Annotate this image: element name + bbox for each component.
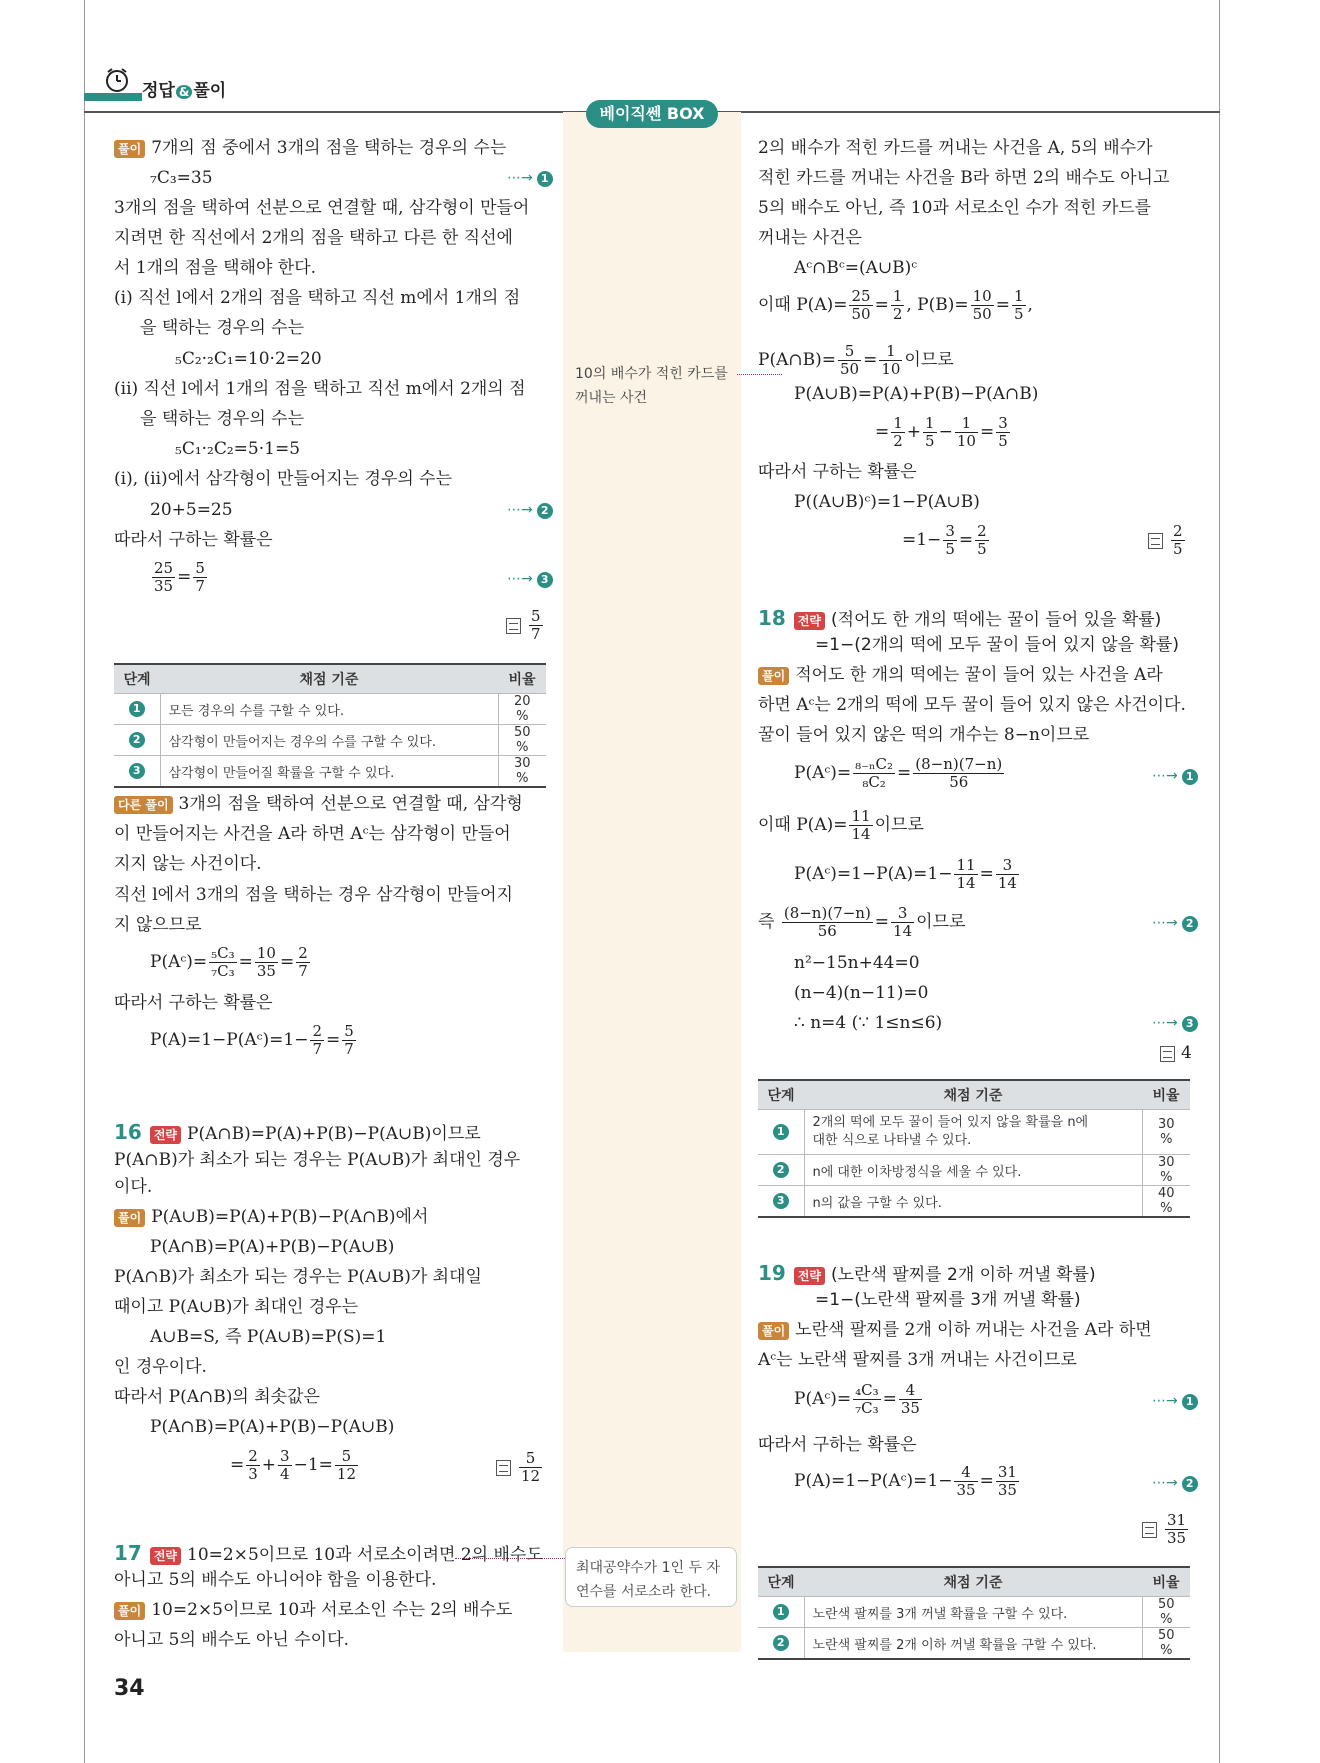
q16-line11: P(A∩B)=P(A)+P(B)−P(A∪B) [150,1417,395,1437]
q18-line3: 풀이 적어도 한 개의 떡에는 꿀이 들어 있는 사건을 A라 [758,664,1163,686]
answer-q18: 4 [1160,1043,1192,1063]
q17c-line8: P((A∪B)ᶜ)=1−P(A∪B) [794,492,980,512]
table-row: 1 2개의 떡에 모두 꿀이 들어 있지 않을 확률을 n에 대한 식으로 나타낼 수 있다. 30 % [758,1110,1190,1155]
q17c-line4: 꺼내는 사건은 [758,228,862,248]
table-row: 1 모든 경우의 수를 구할 수 있다. 20 % [114,694,546,725]
table-row: 2 노란색 팔찌를 2개 이하 꺼낼 확률을 구할 수 있다. 50 % [758,1628,1190,1660]
q17-line3: 풀이 10=2×5이므로 10과 서로소인 수는 2의 배수도 [114,1599,512,1621]
problem-number-19: 19 [758,1261,786,1285]
q17c-eq3: = $\frac{1}{2}$ + $\frac{1}{5}$ − $\frac{1}{10}$ = $\frac{3}{5}$ [875,414,1008,450]
grading-table-q15: 단계 채점 기준 비율 1 모든 경우의 수를 구할 수 있다. 20 % 2 삼각형이 만들어지는 경우의 수를 구할 수 있다. 50 % 3 삼각형이 만들어질 확률을 구할 수 있다. 30 % [114,663,546,788]
q17c-line1: 2의 배수가 적힌 카드를 꺼내는 사건을 A, 5의 배수가 [758,138,1153,158]
page-number: 34 [114,1676,145,1701]
table-row: 2 삼각형이 만들어지는 경우의 수를 구할 수 있다. 50 % [114,725,546,756]
step-marker-1: ⋯→ 1 [1152,768,1198,785]
q18-eq2: 이때 P(A)= $\frac{11}{14}$ 이므로 [758,807,924,843]
answer-q15: $\frac{5}{7}$ [506,608,545,643]
q17c-line7: 따라서 구하는 확률은 [758,462,917,482]
q18-line8: ∴ n=4 (∵ 1≤n≤6) [794,1013,943,1033]
p1-line13: 20+5=25 [150,500,233,520]
p1-result-eq: $\frac{25}{35}$ = $\frac{5}{7}$ [154,559,205,595]
solution-label: 풀이 [114,140,145,158]
side-note-multiple-of-10: 10의 배수가 적힌 카드를 꺼내는 사건 [575,366,728,406]
alt-eq1: P(Aᶜ)= $\frac{\text{₅C₃}}{\text{₇C₃}}$ = $\frac{10}{35}$ = $\frac{2}{7}$ [150,944,308,980]
answer-icon [1160,1046,1175,1062]
basic-box-column [563,112,741,1652]
answer-icon [1148,533,1163,549]
q19-line5: 따라서 구하는 확률은 [758,1435,917,1455]
answer-q17: $\frac{2}{5}$ [1148,523,1187,558]
q16-line10: 따라서 P(A∩B)의 최솟값은 [114,1387,320,1407]
q19-line2: =1−(노란색 팔찌를 3개 꺼낼 확률) [815,1290,1081,1310]
q16-line2: P(A∩B)가 최소가 되는 경우는 P(A∪B)가 최대인 경우 [114,1150,521,1170]
alt-line6: 따라서 구하는 확률은 [114,993,273,1013]
p1-line5: 서 1개의 점을 택해야 한다. [114,258,317,278]
q18-line6: n²−15n+44=0 [794,953,920,973]
p1-line11: ₅C₁·₂C₂=5·1=5 [175,439,301,459]
q16-line3: 이다. [114,1177,153,1197]
q18-line5: 꿀이 들어 있지 않은 떡의 개수는 8−n이므로 [758,725,1090,745]
q17-line4: 아니고 5의 배수도 아닌 수이다. [114,1630,349,1650]
p1-line12: (i), (ii)에서 삼각형이 만들어지는 경우의 수는 [114,469,453,489]
p1-line1: 풀이 7개의 점 중에서 3개의 점을 택하는 경우의 수는 [114,137,506,159]
alt-line4: 직선 l에서 3개의 점을 택하는 경우 삼각형이 만들어지 [114,885,513,905]
p1-line14: 따라서 구하는 확률은 [114,530,273,550]
step-marker-3: ⋯→ 3 [1152,1015,1198,1032]
q17-line1: 17 전략 10=2×5이므로 10과 서로소이려면 2의 배수도 [114,1541,543,1565]
q17c-line3: 5의 배수도 아닌, 즉 10과 서로소인 수가 적힌 카드를 [758,198,1152,218]
q19-eq1: P(Aᶜ)= $\frac{\text{₄C₃}}{\text{₇C₃}}$ = $\frac{4}{35}$ [794,1381,920,1417]
q19-line4: Aᶜ는 노란색 팔찌를 3개 꺼내는 사건이므로 [758,1350,1077,1370]
step-marker-2: ⋯→ 2 [1152,915,1198,932]
q18-line1: 18 전략 (적어도 한 개의 떡에는 꿀이 들어 있을 확률) [758,606,1162,630]
problem-number-16: 16 [114,1120,142,1144]
grading-table-q18: 단계 채점 기준 비율 1 2개의 떡에 모두 꿀이 들어 있지 않을 확률을 n에 대한 식으로 나타낼 수 있다. 30 % 2 n에 대한 이차방정식을 세울 수 있다. 30 % 3 n의 값을 구할 수 있다. 40 % [758,1079,1190,1218]
q16-line5: P(A∩B)=P(A)+P(B)−P(A∪B) [150,1237,395,1257]
q18-line4: 하면 Aᶜ는 2개의 떡에 모두 꿀이 들어 있지 않은 사건이다. [758,695,1186,715]
q17-line2: 아니고 5의 배수도 아니어야 함을 이용한다. [114,1570,437,1590]
p1-line7: 을 택하는 경우의 수는 [140,318,305,338]
header-title: 정답 & 풀이 [142,81,227,101]
answer-icon [1142,1522,1157,1538]
answer-icon [506,618,521,634]
q18-line7: (n−4)(n−11)=0 [794,983,929,1003]
solution-label: 풀이 [758,1322,789,1340]
p1-line3: 3개의 점을 택하여 선분으로 연결할 때, 삼각형이 만들어 [114,198,530,218]
alt-line1: 다른 풀이 3개의 점을 택하여 선분으로 연결할 때, 삼각형 [114,793,523,815]
q18-eq1: P(Aᶜ)= $\frac{\text{₈₋ₙC₂}}{\text{₈C₂}}$ = $\frac{(8-n)(7-n)}{56}$ [794,755,1003,791]
solution-label: 풀이 [114,1602,145,1620]
basic-box-tab: 베이직쎈 BOX [586,100,718,128]
answer-q19: $\frac{31}{35}$ [1142,1512,1190,1547]
step-marker-1: ⋯→ 1 [1152,1393,1198,1410]
q18-eq3: P(Aᶜ)=1−P(A)=1− $\frac{11}{14}$ = $\frac{3}{14}$ [794,856,1017,892]
strategy-label: 전략 [794,1267,825,1285]
problem-number-17: 17 [114,1541,142,1565]
header-accent-bar [84,93,142,101]
solution-label: 풀이 [758,667,789,685]
strategy-label: 전략 [150,1126,181,1144]
table-row: 3 n의 값을 구할 수 있다. 40 % [758,1186,1190,1218]
note-leader-line [455,1558,565,1559]
q19-eq2: P(A)=1−P(Aᶜ)=1− $\frac{4}{35}$ = $\frac{31}{35}$ [794,1463,1017,1499]
p1-line2: ₇C₃=35 [150,168,213,188]
q19-line3: 풀이 노란색 팔찌를 2개 이하 꺼내는 사건을 A라 하면 [758,1319,1152,1341]
q16-line9: 인 경우이다. [114,1357,207,1377]
q19-line1: 19 전략 (노란색 팔찌를 2개 이하 꺼낼 확률) [758,1261,1096,1285]
q17c-line5: Aᶜ∩Bᶜ=(A∪B)ᶜ [794,258,918,278]
q17c-eq2: P(A∩B)= $\frac{5}{50}$ = $\frac{1}{10}$ 이므로 [758,342,954,378]
alt-eq2: P(A)=1−P(Aᶜ)=1− $\frac{2}{7}$ = $\frac{5}{7}$ [150,1022,354,1058]
q16-line7: 때이고 P(A∪B)가 최대인 경우는 [114,1297,359,1317]
alt-line5: 지 않으므로 [114,915,202,935]
table-row: 1 노란색 팔찌를 3개 꺼낼 확률을 구할 수 있다. 50 % [758,1597,1190,1628]
alt-line2: 이 만들어지는 사건을 A라 하면 Aᶜ는 삼각형이 만들어 [114,824,511,844]
q16-line6: P(A∩B)가 최소가 되는 경우는 P(A∪B)가 최대일 [114,1267,482,1287]
q16-eq: = $\frac{2}{3}$ + $\frac{3}{4}$ −1= $\frac{5}{12}$ [230,1447,356,1483]
q18-eq4: 즉 $\frac{(8-n)(7-n)}{56}$ = $\frac{3}{14}$ 이므로 [758,904,966,940]
strategy-label: 전략 [150,1547,181,1565]
q16-line1: 16 전략 P(A∩B)=P(A)+P(B)−P(A∪B)이므로 [114,1120,481,1144]
side-note-coprime: 최대공약수가 1인 두 자 연수를 서로소라 한다. [565,1547,737,1607]
answer-q16: $\frac{5}{12}$ [496,1450,544,1485]
alt-solution-label: 다른 풀이 [114,796,173,814]
alt-line3: 지지 않는 사건이다. [114,854,262,874]
table-row: 3 삼각형이 만들어질 확률을 구할 수 있다. 30 % [114,756,546,788]
table-row: 2 n에 대한 이차방정식을 세울 수 있다. 30 % [758,1155,1190,1186]
q18-line2: =1−(2개의 떡에 모두 꿀이 들어 있지 않을 확률) [815,635,1179,655]
alarm-clock-icon [104,67,130,93]
solution-label: 풀이 [114,1209,145,1227]
p1-line6: (i) 직선 l에서 2개의 점을 택하고 직선 m에서 1개의 점 [114,288,521,308]
grading-table-q19: 단계 채점 기준 비율 1 노란색 팔찌를 3개 꺼낼 확률을 구할 수 있다. 50 % 2 노란색 팔찌를 2개 이하 꺼낼 확률을 구할 수 있다. 50 % [758,1566,1190,1660]
step-marker-1: ⋯→ 1 [507,170,553,187]
answer-icon [496,1460,511,1476]
p1-line10: 을 택하는 경우의 수는 [140,409,305,429]
p1-line8: ₅C₂·₂C₁=10·2=20 [175,349,322,369]
q17c-eq1: 이때 P(A)= $\frac{25}{50}$ = $\frac{1}{2}$ , P(B)= $\frac{10}{50}$ = $\frac{1}{5}$ , [758,287,1033,323]
q17c-line2: 적힌 카드를 꺼내는 사건을 B라 하면 2의 배수도 아니고 [758,168,1170,188]
step-marker-2: ⋯→ 2 [507,502,553,519]
step-marker-2: ⋯→ 2 [1152,1475,1198,1492]
problem-number-18: 18 [758,606,786,630]
q16-line8: A∪B=S, 즉 P(A∪B)=P(S)=1 [150,1327,387,1347]
q16-line4: 풀이 P(A∪B)=P(A)+P(B)−P(A∩B)에서 [114,1206,428,1228]
q17c-line6: P(A∪B)=P(A)+P(B)−P(A∩B) [794,384,1039,404]
q17c-eq4: =1− $\frac{3}{5}$ = $\frac{2}{5}$ [902,522,987,558]
step-marker-3: ⋯→ 3 [507,571,553,588]
p1-line4: 지려면 한 직선에서 2개의 점을 택하고 다른 한 직선에 [114,228,513,248]
p1-line9: (ii) 직선 l에서 1개의 점을 택하고 직선 m에서 2개의 점 [114,379,526,399]
strategy-label: 전략 [794,612,825,630]
